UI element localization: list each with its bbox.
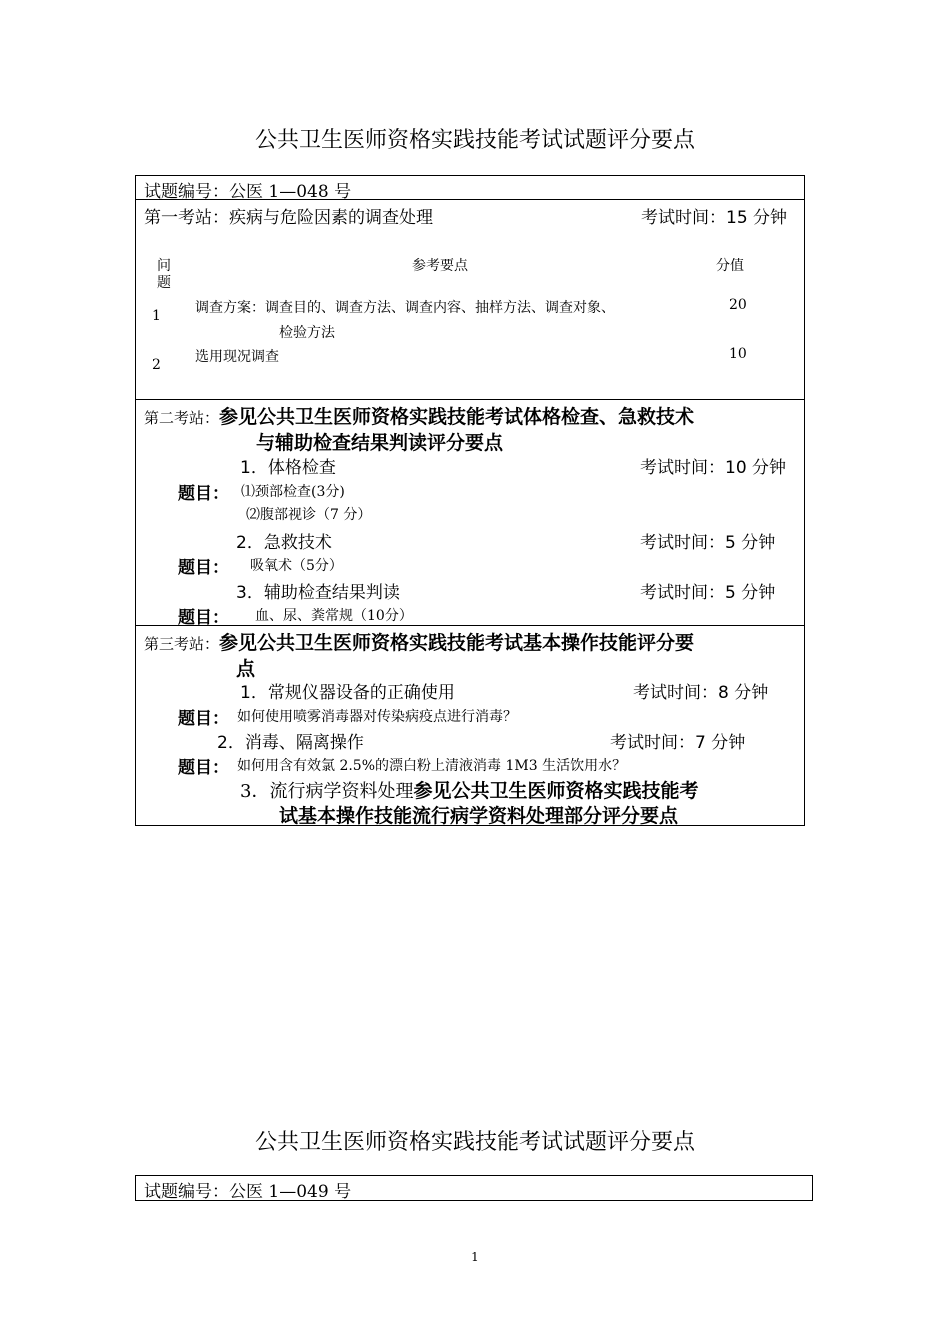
station3-heading (144, 628, 694, 655)
station3-item1-q-label: 题目： (178, 709, 229, 729)
station2-item2-title: 2．急救技术 (236, 533, 332, 553)
station3-item2-time: 考试时间：7 分钟 (610, 733, 746, 753)
exam-id-value: 公医 1—048 号 (229, 182, 352, 202)
station3-prefix: 第三考站： (144, 635, 220, 653)
page-number: 1 (471, 1250, 479, 1264)
station2-item1-title: 1．体格检查 (240, 458, 336, 478)
station2-prefix: 第二考站： (144, 409, 220, 427)
exam2-id (144, 1177, 351, 1202)
exam2-id-value: 公医 1—049 号 (229, 1182, 352, 1202)
station3-item3 (240, 776, 698, 803)
station2-item2-time: 考试时间：5 分钟 (640, 533, 776, 553)
station3-item2-q: 如何用含有效氯 2.5%的漂白粉上清液消毒 1M3 生活饮用水？ (237, 758, 627, 774)
station2-item3-q-label: 题目： (178, 608, 229, 628)
row-1-score: 20 (729, 297, 747, 313)
station2-item3-time: 考试时间：5 分钟 (640, 583, 776, 603)
col-header-points: 参考要点 (412, 258, 468, 274)
station2-item2-q1: 吸氧术（5分） (250, 558, 343, 574)
col-header-question-top: 问 (157, 258, 171, 274)
row-1-number: 1 (152, 308, 161, 324)
row-1-text: 调查方案：调查目的、调查方法、调查内容、抽样方法、调查对象、 (195, 300, 615, 316)
row-2-number: 2 (152, 357, 161, 373)
exam-id (144, 177, 351, 202)
station3-item1-q: 如何使用喷雾消毒器对传染病疫点进行消毒？ (237, 709, 517, 725)
station2-heading-line1: 参见公共卫生医师资格实践技能考试体格检查、急救技术 (219, 406, 695, 428)
station1-time: 考试时间：15 分钟 (641, 208, 788, 228)
divider (135, 625, 805, 626)
station2-item1-q1: ⑴颈部检查(3分) (241, 484, 345, 500)
station2-heading (144, 402, 694, 429)
station3-item3-prefix: 3．流行病学资料处理 (240, 781, 414, 802)
station3-item1-title: 1．常规仪器设备的正确使用 (240, 683, 455, 703)
station2-heading-line2: 与辅助检查结果判读评分要点 (256, 432, 504, 454)
station2-item1-q2: ⑵腹部视诊（7 分） (246, 507, 372, 523)
row-2-score: 10 (729, 346, 747, 362)
col-header-score: 分值 (716, 258, 744, 274)
station2-item1-q-label: 题目： (178, 484, 229, 504)
page-title: 公共卫生医师资格实践技能考试试题评分要点 (254, 128, 695, 153)
station3-item2-title: 2．消毒、隔离操作 (217, 733, 364, 753)
page-title-2: 公共卫生医师资格实践技能考试试题评分要点 (254, 1130, 695, 1155)
station2-item1-time: 考试时间：10 分钟 (640, 458, 787, 478)
row-2-text: 选用现况调查 (195, 349, 279, 365)
station3-item3-bold-line2: 试基本操作技能流行病学资料处理部分评分要点 (279, 805, 679, 827)
station2-item3-title: 3．辅助检查结果判读 (236, 583, 400, 603)
divider (135, 399, 805, 400)
station3-item3-bold-line1: 参见公共卫生医师资格实践技能考 (413, 780, 699, 802)
exam-id-label: 试题编号： (144, 182, 229, 202)
station3-item2-q-label: 题目： (178, 758, 229, 778)
exam2-id-label: 试题编号： (144, 1182, 229, 1202)
station3-heading-line1: 参见公共卫生医师资格实践技能考试基本操作技能评分要 (219, 632, 695, 654)
station2-item2-q-label: 题目： (178, 558, 229, 578)
row-1-text-cont: 检验方法 (279, 325, 335, 341)
col-header-question-bottom: 题 (157, 275, 171, 291)
station3-heading-line2: 点 (236, 658, 256, 680)
station2-item3-q1: 血、尿、粪常规（10分） (255, 608, 413, 624)
station1-label: 第一考站：疾病与危险因素的调查处理 (144, 208, 433, 228)
station3-item1-time: 考试时间：8 分钟 (633, 683, 769, 703)
